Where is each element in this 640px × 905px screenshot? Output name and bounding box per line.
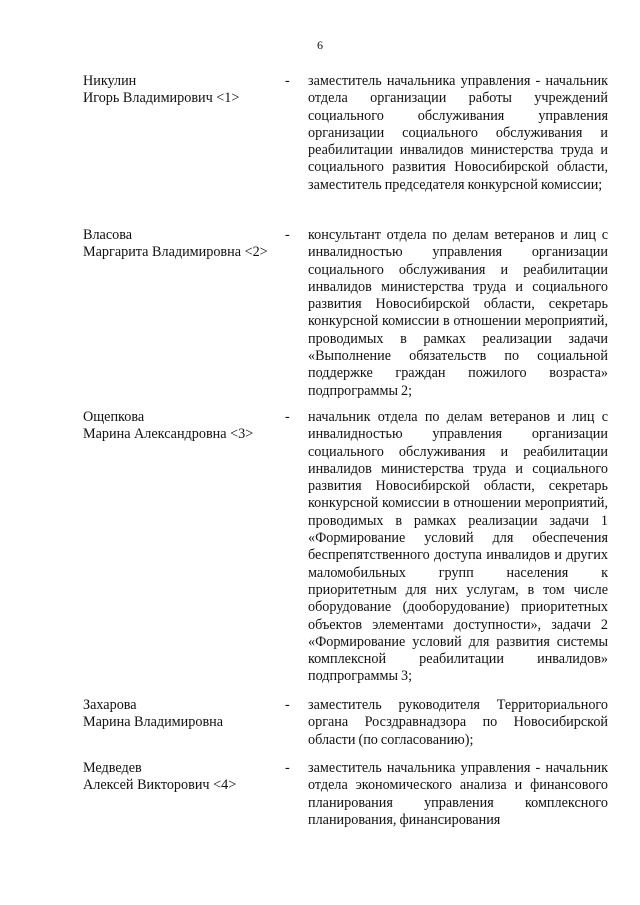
member-name	[83, 409, 283, 444]
member-role: заместитель начальника управления - начальник отдела экономического анализа и финансового планирования управления комплексного планирования, финансирования	[308, 760, 608, 828]
member-role: заместитель начальника управления - начальник отдела организации работы учреждений социального обслуживания управления организации социального обслуживания и реабилитации инвалидов министерства труда и социального развития Новосибирской области, заместитель председателя конкурсной комиссии;	[308, 73, 608, 193]
member-surname: Захарова	[83, 697, 137, 713]
member-given-name: Марина Александровна <3>	[83, 426, 254, 443]
member-role: начальник отдела по делам ветеранов и лиц с инвалидностью управления организации социального обслуживания и реабилитации инвалидов министерства труда и социального развития Новосибирской области, секретарь конкурсной комиссии в отношении мероприятий, проводимых в рамках реализации задачи 1 «Формирование условий для обеспечения беспрепятственного доступа инвалидов и других маломобильных групп населения к приоритетным для них услугам, в том числе оборудование (дооборудование) приоритетных объектов элементами доступности», задачи 2 «Формирование условий для развития системы комплексной реабилитации инвалидов» подпрограммы 3;	[308, 409, 608, 685]
member-name	[83, 73, 283, 108]
member-name	[83, 227, 283, 262]
member-dash: -	[285, 409, 290, 425]
member-given-name: Алексей Викторович <4>	[83, 777, 237, 794]
member-given-name: Маргарита Владимировна <2>	[83, 244, 268, 261]
page-number: 6	[317, 38, 323, 52]
member-given-name: Марина Владимировна	[83, 714, 224, 731]
member-role: заместитель руководителя Территориального органа Росздравнадзора по Новосибирской области (по согласованию);	[308, 697, 608, 748]
member-name	[83, 760, 283, 795]
member-dash: -	[285, 760, 290, 776]
member-given-name: Игорь Владимирович <1>	[83, 90, 240, 107]
member-role: консультант отдела по делам ветеранов и лиц с инвалидностью управления организации социального обслуживания и реабилитации инвалидов министерства труда и социального развития Новосибирской области, секретарь конкурсной комиссии в отношении мероприятий, проводимых в рамках реализации задачи «Выполнение обязательств по социальной поддержке граждан пожилого возраста» подпрограммы 2;	[308, 227, 608, 399]
member-surname: Медведев	[83, 760, 142, 776]
member-surname: Ощепкова	[83, 409, 145, 425]
member-dash: -	[285, 227, 290, 243]
member-surname: Власова	[83, 227, 133, 243]
member-surname: Никулин	[83, 73, 137, 89]
member-dash: -	[285, 697, 290, 713]
member-dash: -	[285, 73, 290, 89]
member-name	[83, 697, 283, 732]
